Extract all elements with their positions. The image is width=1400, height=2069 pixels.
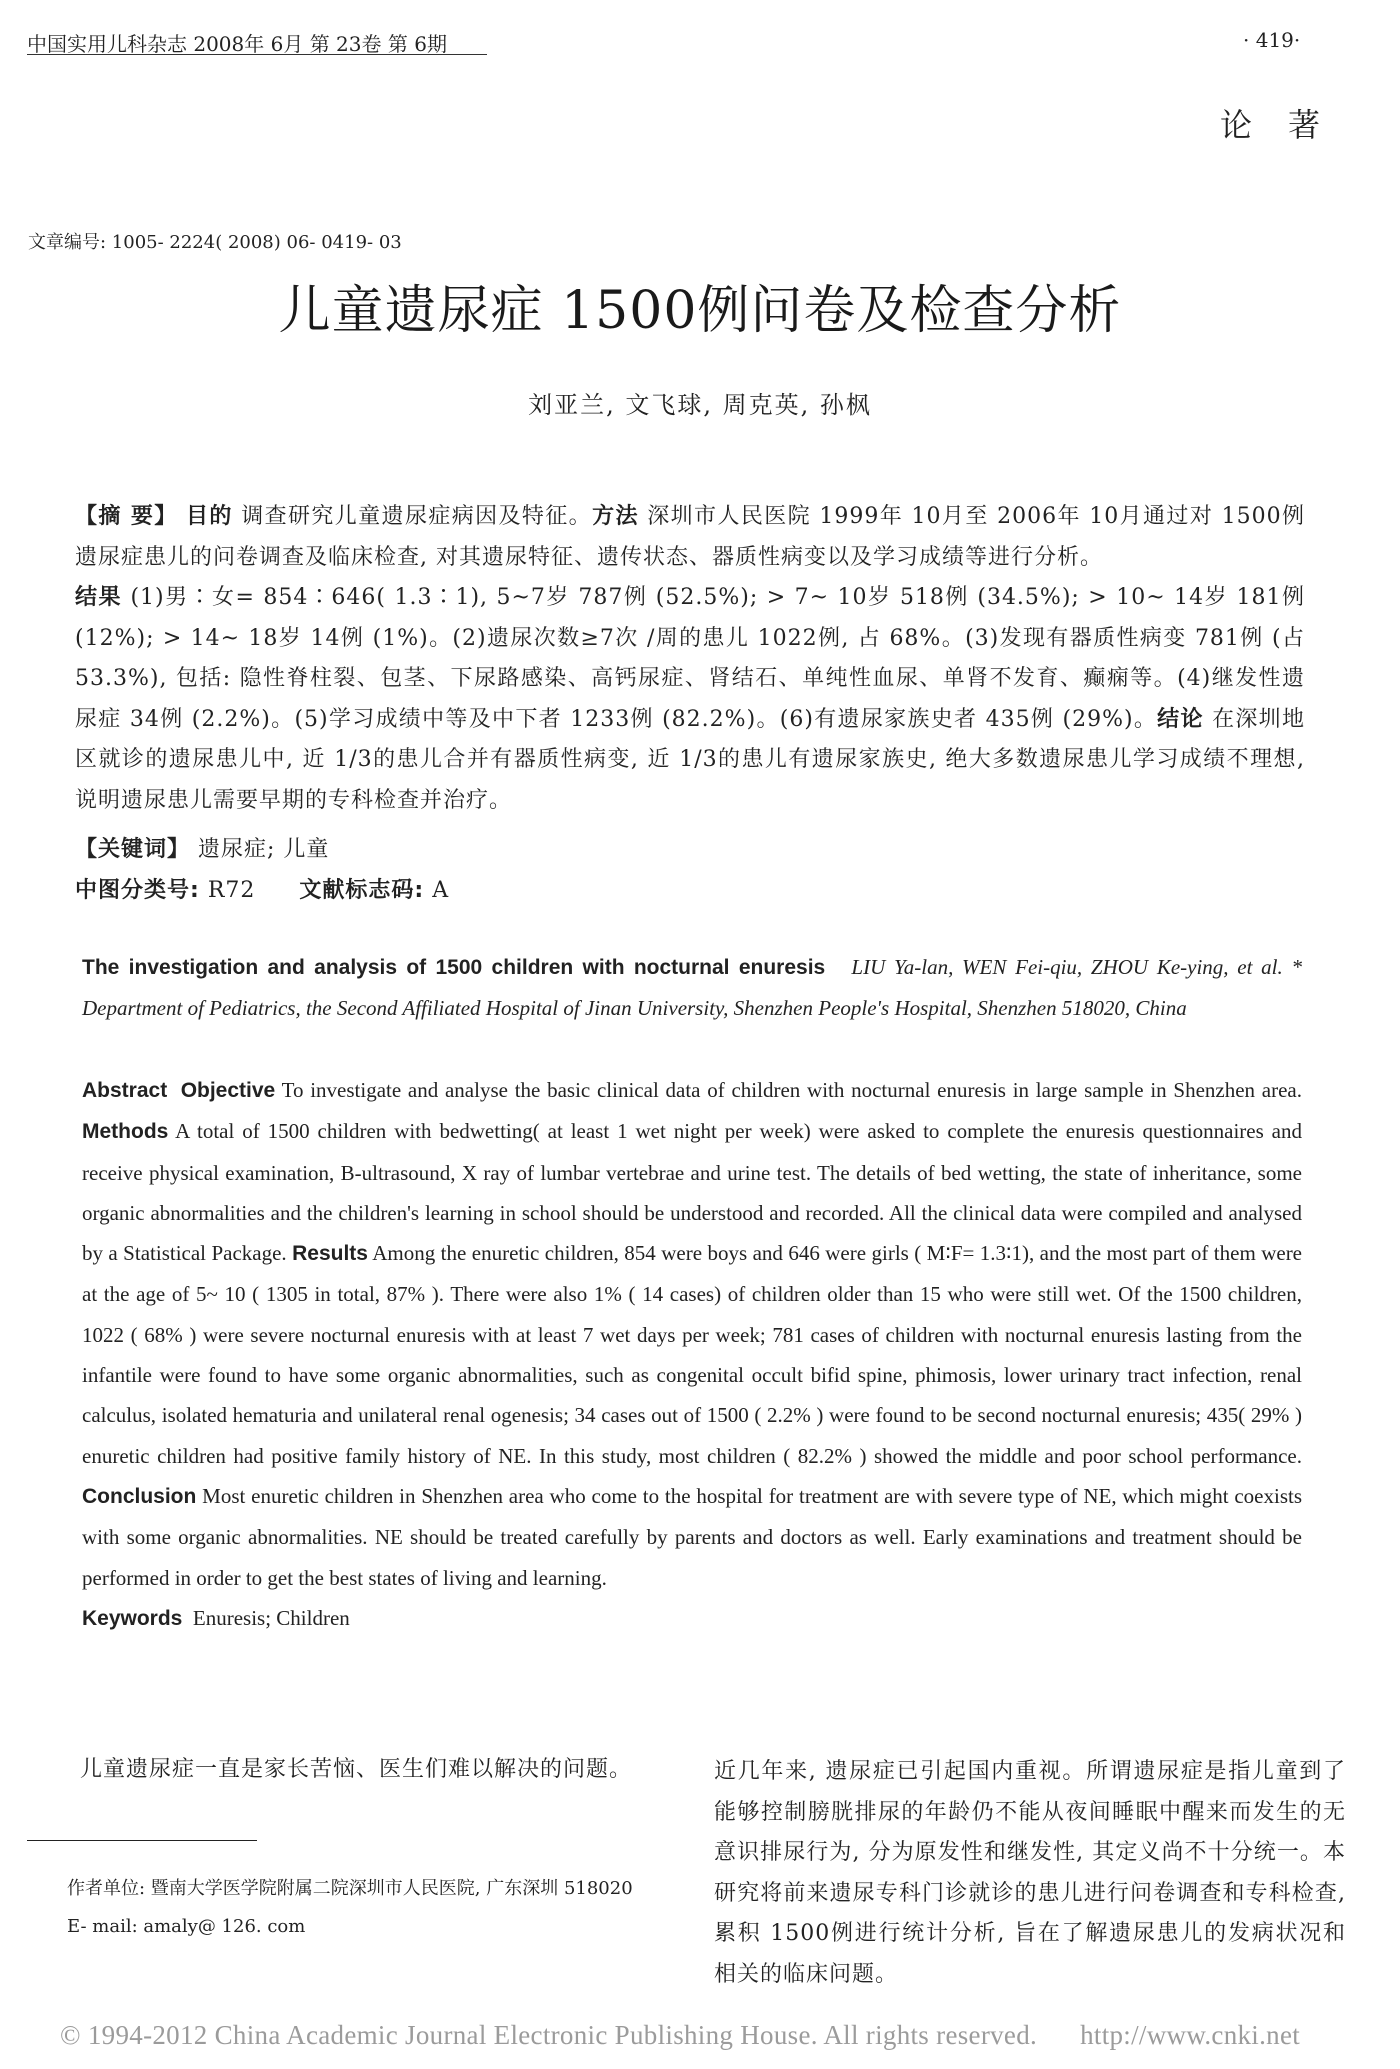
author-email: E- mail: amaly@ 126. com — [67, 1916, 306, 1937]
copyright-text: © 1994-2012 China Academic Journal Electronic Publishing House. All rights reserved. — [60, 2020, 1038, 2050]
page-number: · 419· — [1243, 28, 1301, 52]
abstract-label: 【摘 要】 — [75, 504, 178, 529]
en-methods-label: Methods — [82, 1120, 169, 1144]
article-title: 儿童遗尿症 1500例问卷及检查分析 — [278, 281, 1122, 341]
article-number: 文章编号: 1005- 2224( 2008) 06- 0419- 03 — [28, 232, 402, 253]
body-right-paragraph: 近几年来, 遗尿症已引起国内重视。所谓遗尿症是指儿童到了能够控制膀胱排尿的年龄仍不能从夜间睡眠中醒来而发生的无意识排尿行为, 分为原发性和继发性, 其定义尚不十分统一。本研究将前来遗尿专科门诊就诊的患儿进行问卷调查和专科检查, 累积 1500例进行统计分析, 旨在了解遗尿患儿的发病状况和相关的临床问题。 — [714, 1759, 1346, 1987]
results-label: 结果 — [75, 585, 122, 610]
en-keywords-text: Enuresis; Children — [192, 1605, 350, 1630]
english-abstract — [82, 1070, 1302, 1639]
objective-label: 目的 — [186, 504, 233, 529]
en-abstract-label: Abstract — [82, 1079, 168, 1102]
conclusion-text: 在深圳地区就诊的遗尿患儿中, 近 1/3的患儿合并有器质性病变, 近 1/3的患儿有遗尿家族史, 绝大多数遗尿患儿学习成绩不理想, 说明遗尿患儿需要早期的专科检查并治疗。 — [75, 706, 1305, 813]
clc-code: R72 — [207, 878, 256, 903]
chinese-abstract — [75, 497, 1305, 821]
en-methods-text: A total of 1500 children with bedwetting( at least 1 wet night per week) were asked to complete the enuresis questionnaires and receive physical examination, B-ultrasound, X ray of lumbar vertebrae and urine test. The details of bed wetting, the state of inheritance, some organic abnormalities and the children's learning in school should be understood and recorded. All the clinical data were compiled and analysed by a Statistical Package. — [82, 1119, 1302, 1266]
en-objective-label: Objective — [180, 1079, 276, 1102]
methods-label: 方法 — [592, 504, 639, 529]
copyright-footer — [60, 2020, 1300, 2051]
results-text: (1)男∶女= 854∶646( 1.3∶1), 5~7岁 787例 (52.5%); > 7~ 10岁 518例 (34.5%); > 10~ 14岁 181例 (12%); > 14~ 18岁 14例 (1%)。(2)遗尿次数≥7次 /周的患儿 1022例, 占 68%。(3)发现有器质性病变 781例 (占 53.3%), 包括: 隐性脊柱裂、包茎、下尿路感染、高钙尿症、肾结石、单纯性血尿、单肾不发育、癫痫等。(4)继发性遗尿症 34例 (2.2%)。(5)学习成绩中等及中下者 1233例 (82.2%)。(6)有遗尿家族史者 435例 (29%)。 — [75, 585, 1305, 732]
doc-code: A — [432, 878, 450, 903]
cnki-url: http://www.cnki.net — [1080, 2020, 1301, 2050]
journal-header: 中国实用儿科杂志 2008年 6月 第 23卷 第 6期 — [27, 32, 447, 56]
classification-line — [75, 873, 449, 904]
english-title: The investigation and analysis of 1500 children with nocturnal enuresis — [82, 956, 826, 979]
en-conclusion-label: Conclusion — [82, 1484, 197, 1508]
header-rule — [27, 54, 487, 55]
section-label: 论著 — [1220, 106, 1357, 144]
doc-code-label: 文献标志码: — [299, 878, 425, 903]
en-objective-text: To investigate and analyse the basic clinical data of children with nocturnal enuresis in large sample in Shenzhen area. — [281, 1078, 1303, 1102]
footnote-rule — [27, 1840, 257, 1841]
conclusion-label: 结论 — [1157, 706, 1204, 732]
body-left-paragraph: 儿童遗尿症一直是家长苦恼、医生们难以解决的问题。 — [80, 1757, 633, 1782]
en-results-label: Results — [292, 1242, 368, 1266]
en-conclusion-text: Most enuretic children in Shenzhen area who come to the hospital for treatment are with severe type of NE, which might coexists with some organic abnormalities. NE should be treated carefully by parents and doctors as well. Early examinations and treatment should be performed in order to get the best states of living and learning. — [82, 1483, 1302, 1590]
keywords-text: 遗尿症; 儿童 — [198, 837, 330, 862]
clc-label: 中图分类号: — [75, 878, 200, 903]
keywords-label: 【关键词】 — [75, 837, 191, 862]
methods-text: 深圳市人民医院 1999年 10月至 2006年 10月通过对 1500例遗尿症患儿的问卷调查及临床检查, 对其遗尿特征、遗传状态、器质性病变以及学习成绩等进行分析。 — [75, 504, 1305, 570]
objective-text: 调查研究儿童遗尿症病因及特征。 — [241, 504, 593, 529]
keywords-line — [75, 832, 329, 863]
en-keywords-label: Keywords — [82, 1606, 183, 1630]
footnote — [27, 1870, 667, 1946]
author-affiliation: 作者单位: 暨南大学医学院附属二院深圳市人民医院, 广东深圳 518020 — [67, 1878, 633, 1899]
author-list: 刘亚兰, 文飞球, 周克英, 孙枫 — [528, 391, 872, 419]
english-authors-affiliation: LIU Ya-lan, WEN Fei-qiu, ZHOU Ke-ying, et al. * Department of Pediatrics, the Second Affiliated Hospital of Jinan University, Shenzhen People's Hospital, Shenzhen 518020, China — [82, 955, 1302, 1021]
en-results-text: Among the enuretic children, 854 were boys and 646 were girls ( M∶F= 1.3∶1), and the most part of them were at the age of 5~ 10 ( 1305 in total, 87% ). There were also 1% ( 14 cases) of children older than 15 who were still wet. Of the 1500 children, 1022 ( 68% ) were severe nocturnal enuresis with at least 7 wet days per week; 781 cases of children with nocturnal enuresis lasting from the infantile were found to have some organic abnormalities, such as congenital occult bifid spine, phimosis, lower urinary tract infection, renal calculus, isolated hematuria and unilateral renal ogenesis; 34 cases out of 1500 ( 2.2% ) were found to be second nocturnal enuresis; 435( 29% ) enuretic children had positive family history of NE. In this study, most children ( 82.2% ) showed the middle and poor school performance. — [82, 1241, 1303, 1468]
english-title-block — [82, 947, 1302, 1029]
